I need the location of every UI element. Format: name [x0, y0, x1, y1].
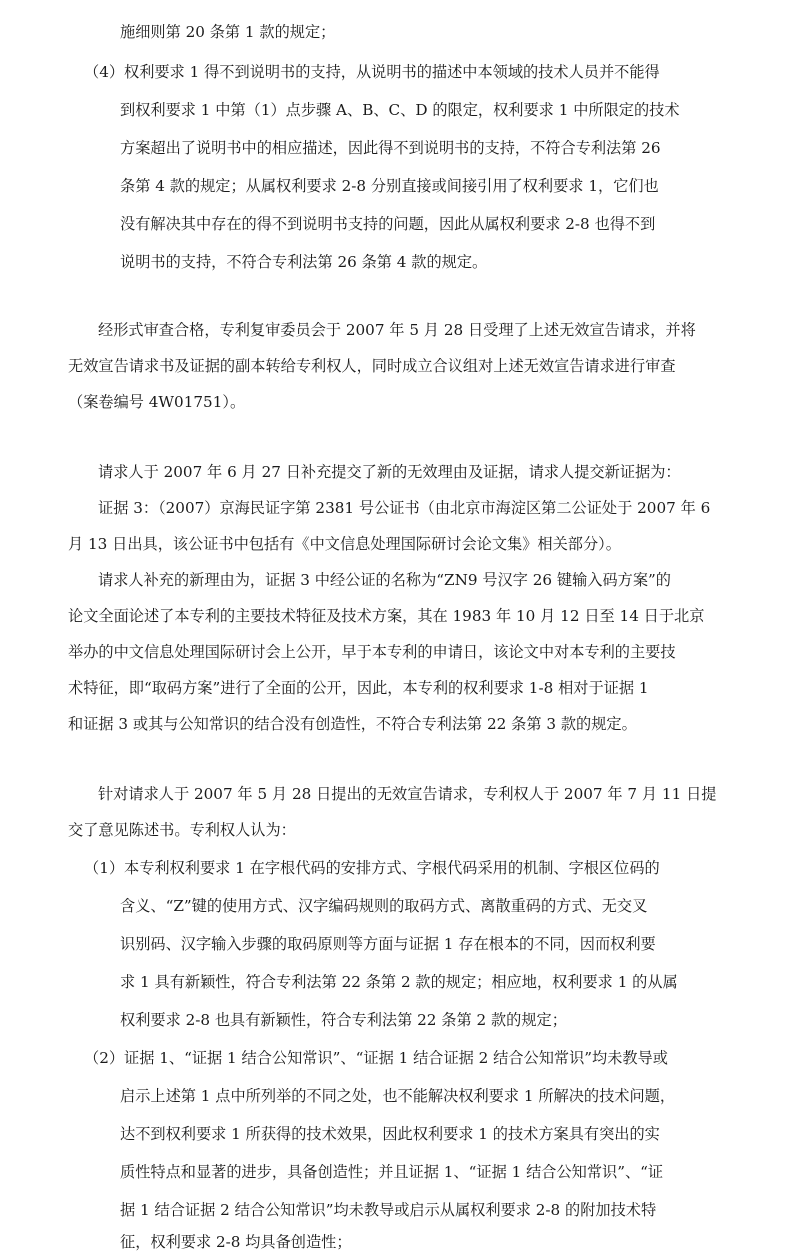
- text-line: 权利要求 2-8 也具有新颖性，符合专利法第 22 条第 2 款的规定；: [120, 1011, 567, 1029]
- text-line: 质性特点和显著的进步，具备创造性；并且证据 1、“证据 1 结合公知常识”、“证: [120, 1163, 664, 1181]
- text-line: （2）证据 1、“证据 1 结合公知常识”、“证据 1 结合证据 2 结合公知常识”均未教导或: [84, 1049, 668, 1067]
- text-line: 求 1 具有新颖性，符合专利法第 22 条第 2 款的规定；相应地，权利要求 1 的从属: [120, 973, 678, 991]
- text-line: （4）权利要求 1 得不到说明书的支持，从说明书的描述中本领域的技术人员并不能得: [84, 63, 660, 81]
- text-line: 征，权利要求 2-8 均具备创造性；: [120, 1233, 352, 1251]
- text-line: 针对请求人于 2007 年 5 月 28 日提出的无效宣告请求，专利权人于 2007 年 7 月 11 日提: [98, 785, 717, 803]
- text-line: 经形式审查合格，专利复审委员会于 2007 年 5 月 28 日受理了上述无效宣告请求，并将: [98, 321, 696, 339]
- text-line: （案卷编号 4W01751）。: [68, 393, 246, 411]
- text-line: 举办的中文信息处理国际研讨会上公开，早于本专利的申请日，该论文中对本专利的主要技: [68, 643, 676, 661]
- text-line: 交了意见陈述书。专利权人认为：: [68, 821, 296, 839]
- text-line: 没有解决其中存在的得不到说明书支持的问题，因此从属权利要求 2-8 也得不到: [120, 215, 656, 233]
- text-line: 和证据 3 或其与公知常识的结合没有创造性，不符合专利法第 22 条第 3 款的规定。: [68, 715, 637, 733]
- text-line: 到权利要求 1 中第（1）点步骤 A、B、C、D 的限定，权利要求 1 中所限定的技术: [120, 101, 680, 119]
- text-line: 月 13 日出具，该公证书中包括有《中文信息处理国际研讨会论文集》相关部分）。: [68, 535, 621, 553]
- text-line: 论文全面论述了本专利的主要技术特征及技术方案，其在 1983 年 10 月 12 日至 14 日于北京: [68, 607, 705, 625]
- text-line: 含义、“Z”键的使用方式、汉字编码规则的取码方式、离散重码的方式、无交叉: [120, 897, 648, 915]
- text-line: （1）本专利权利要求 1 在字根代码的安排方式、字根代码采用的机制、字根区位码的: [84, 859, 660, 877]
- text-line: 据 1 结合证据 2 结合公知常识”均未教导或启示从属权利要求 2-8 的附加技术特: [120, 1201, 657, 1219]
- text-line: 请求人于 2007 年 6 月 27 日补充提交了新的无效理由及证据，请求人提交新证据为：: [98, 463, 681, 481]
- text-line: 条第 4 款的规定；从属权利要求 2-8 分别直接或间接引用了权利要求 1，它们也: [120, 177, 659, 195]
- text-line: 术特征，即“取码方案”进行了全面的公开，因此，本专利的权利要求 1-8 相对于证据 1: [68, 679, 649, 697]
- text-line: 方案超出了说明书中的相应描述，因此得不到说明书的支持，不符合专利法第 26: [120, 139, 661, 157]
- text-line: 识别码、汉字输入步骤的取码原则等方面与证据 1 存在根本的不同，因而权利要: [120, 935, 656, 953]
- text-line: 施细则第 20 条第 1 款的规定；: [120, 23, 336, 41]
- text-line: 启示上述第 1 点中所列举的不同之处，也不能解决权利要求 1 所解决的技术问题，: [120, 1087, 676, 1105]
- text-line: 达不到权利要求 1 所获得的技术效果，因此权利要求 1 的技术方案具有突出的实: [120, 1125, 660, 1143]
- text-line: 说明书的支持，不符合专利法第 26 条第 4 款的规定。: [120, 253, 488, 271]
- text-line: 请求人补充的新理由为，证据 3 中经公证的名称为“ZN9 号汉字 26 键输入码方案”的: [98, 571, 671, 589]
- text-line: 证据 3：（2007）京海民证字第 2381 号公证书（由北京市海淀区第二公证处于 2007 年 6: [98, 499, 711, 517]
- text-line: 无效宣告请求书及证据的副本转给专利权人，同时成立合议组对上述无效宣告请求进行审查: [68, 357, 676, 375]
